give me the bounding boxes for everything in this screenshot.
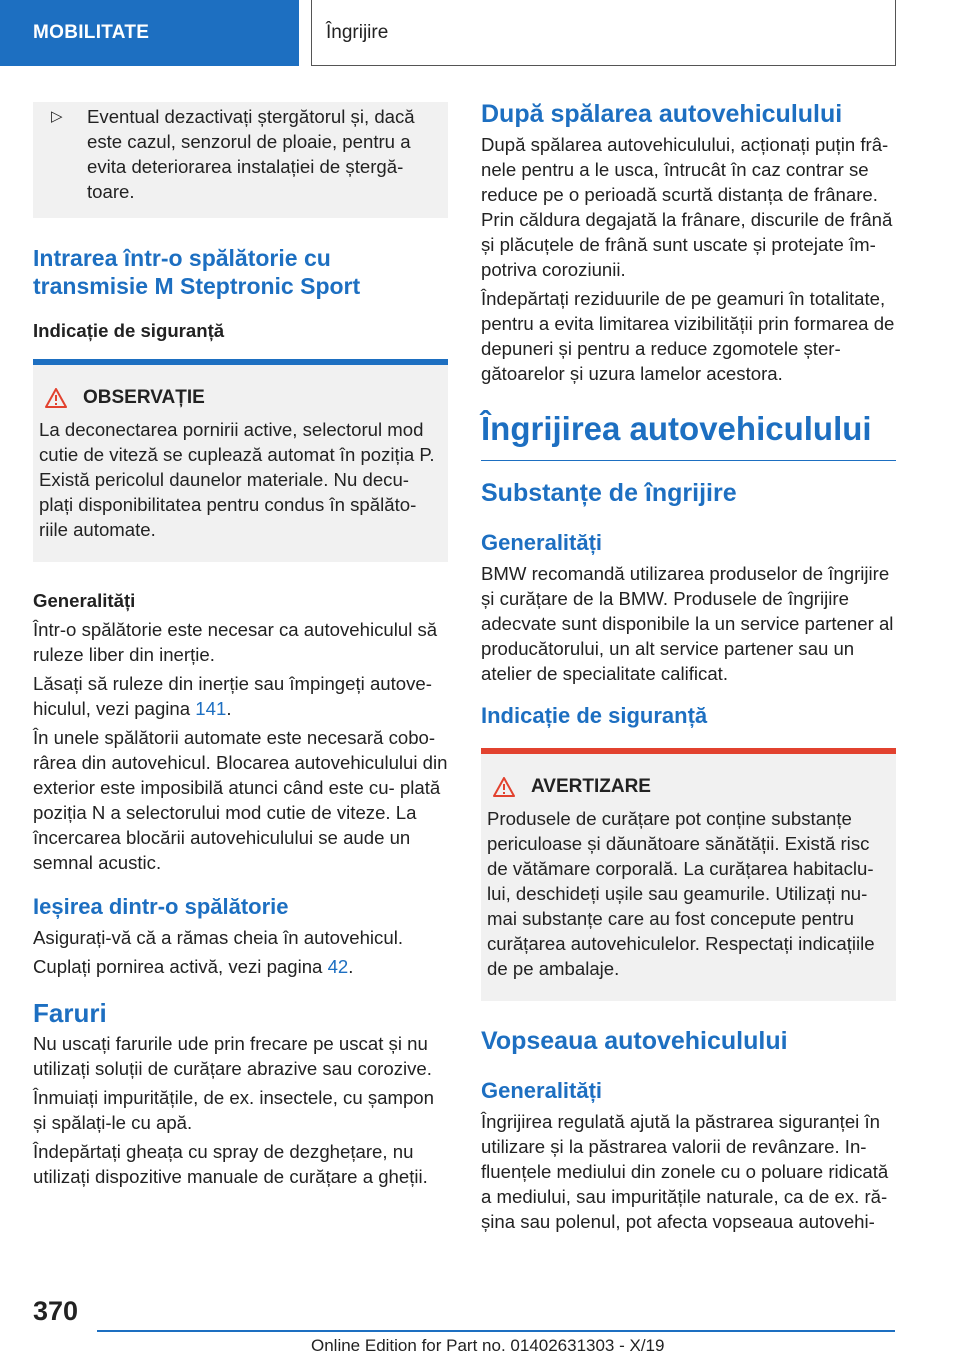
paragraph: BMW recomandă utilizarea produselor de îngrijire și curățare de la BMW. Produsele de îngrijire adecvate sunt disponibile la un service partener al producătorului, un alt service partener sau un atelier de specialitate calificat. xyxy=(481,563,894,684)
warning-box xyxy=(481,748,896,1001)
notice-title xyxy=(39,385,440,411)
footer-divider xyxy=(97,1330,895,1332)
heading-care-products: Substanțe de îngrijire xyxy=(481,479,737,507)
bullet-box xyxy=(33,102,448,218)
warning-triangle-icon xyxy=(45,388,67,408)
chapter-title: Îngrijire xyxy=(311,0,896,66)
heading-safety: Indicație de siguranță xyxy=(481,703,708,728)
warning-title xyxy=(487,774,888,800)
bullet-item xyxy=(47,104,434,204)
paragraph: Nu uscați farurile ude prin frecare pe uscat și nu utilizați soluții de curățare abrazive sau corozive. xyxy=(33,1033,432,1079)
left-column xyxy=(33,102,448,1193)
heading-general: Generalități xyxy=(481,1078,603,1103)
paragraph: Asigurați-vă că a rămas cheia în autovehicul. xyxy=(33,927,403,948)
heading-general: Generalități xyxy=(481,530,603,555)
heading-steptronic: Intrarea într‑o spălătorie cu transmisie M Steptronic Sport xyxy=(33,245,361,299)
paragraph: Lăsați să ruleze din inerție sau împingeți autove- hiculul, vezi pagina 141. xyxy=(33,673,432,719)
paragraph: În unele spălătorii automate este necesară cobo- rârea din autovehicul. Blocarea autovehiculului din exterior este imposibilă atunci când este cu- plată poziția N a selectorului mod cutie de viteze. La încercarea blocării autovehiculului se aude un semnal acustic. xyxy=(33,727,448,873)
warning-triangle-icon xyxy=(493,777,515,797)
paragraph: Într‑o spălătorie este necesar ca autovehiculul să ruleze liber din inerție. xyxy=(33,619,438,665)
triangle-bullet-icon: ▷ xyxy=(51,108,63,125)
notice-box xyxy=(33,359,448,562)
paragraph: Îngrijirea regulată ajută la păstrarea siguranței în utilizare și la păstrarea valorii de revânzare. In- fluențele mediului din zonele cu o poluare ridicată a mediului, sau impuritățile naturale, ca de ex. ră- șina sau polenul, pot afecta vopseaua autovehi- xyxy=(481,1111,889,1232)
right-column xyxy=(481,100,896,1238)
edition-note: Online Edition for Part no. 01402631303 - X/19 xyxy=(311,1336,665,1355)
paragraph: Înmuiați impuritățile, de ex. insectele, cu șampon și spălați-le cu apă. xyxy=(33,1087,434,1133)
bullet-text: Eventual dezactivați ștergătorul și, dacă este cazul, senzorul de ploaie, pentru a evita deteriorarea instalației de ștergă- toare. xyxy=(87,106,415,202)
page-link-42[interactable]: 42 xyxy=(327,956,349,977)
page-number: 370 xyxy=(33,1296,79,1326)
subheading-general: Generalități xyxy=(33,590,136,611)
heading-exit: Ieșirea dintr‑o spălătorie xyxy=(33,894,289,919)
paragraph: Cuplați pornirea activă, vezi pagina 42. xyxy=(33,956,354,977)
heading-faruri: Faruri xyxy=(33,998,107,1028)
heading-after-wash: După spălarea autovehiculului xyxy=(481,100,843,128)
page-header xyxy=(0,0,960,66)
notice-title-text: OBSERVAȚIE xyxy=(83,387,205,408)
paragraph: După spălarea autovehiculului, acționați puțin frâ- nele pentru a le usca, întrucât în caz contrar se reduce pe o perioadă scurtă distanța de frânare. Prin căldura degajată la frânare, discurile de frână și plăcuțele de frână sunt uscate și protejate îm- potriva coroziunii. xyxy=(481,134,893,280)
section-tab: MOBILITATE xyxy=(0,0,299,66)
paragraph: Îndepărtați reziduurile de pe geamuri în totalitate, pentru a evita limitarea vizibilității prin formarea de depuneri și pentru a reduce zgomotele șter- gătoarelor și uzura lamelor acestora. xyxy=(481,288,895,384)
heading-vehicle-care: Îngrijirea autovehiculului xyxy=(481,408,896,461)
warning-text: Produsele de curățare pot conține substanțe periculoase și dăunătoare sănătății. Există risc de vătămare corporală. La curățarea habitaclu- lui, deschideți ușile sau geamurile. Utilizați nu- mai substanțe care au fost concepute pentru curățarea autovehiculelor. Respectați indicațiile de pe ambalaje. xyxy=(487,808,875,979)
warning-title-text: AVERTIZARE xyxy=(531,776,651,797)
subheading-safety: Indicație de siguranță xyxy=(33,320,225,341)
paragraph: Îndepărtați gheața cu spray de dezghețare, nu utilizați dispozitive manuale de curățare a gheții. xyxy=(33,1141,428,1187)
notice-text: La deconectarea pornirii active, selectorul mod cutie de viteză se cuplează automat în poziția P. Există pericolul daunelor materiale. Nu decu- plați disponibilitatea pentru condus în spălăto- riile automate. xyxy=(39,419,435,540)
heading-paint: Vopseaua autovehiculului xyxy=(481,1027,788,1055)
page-link-141[interactable]: 141 xyxy=(195,698,227,719)
